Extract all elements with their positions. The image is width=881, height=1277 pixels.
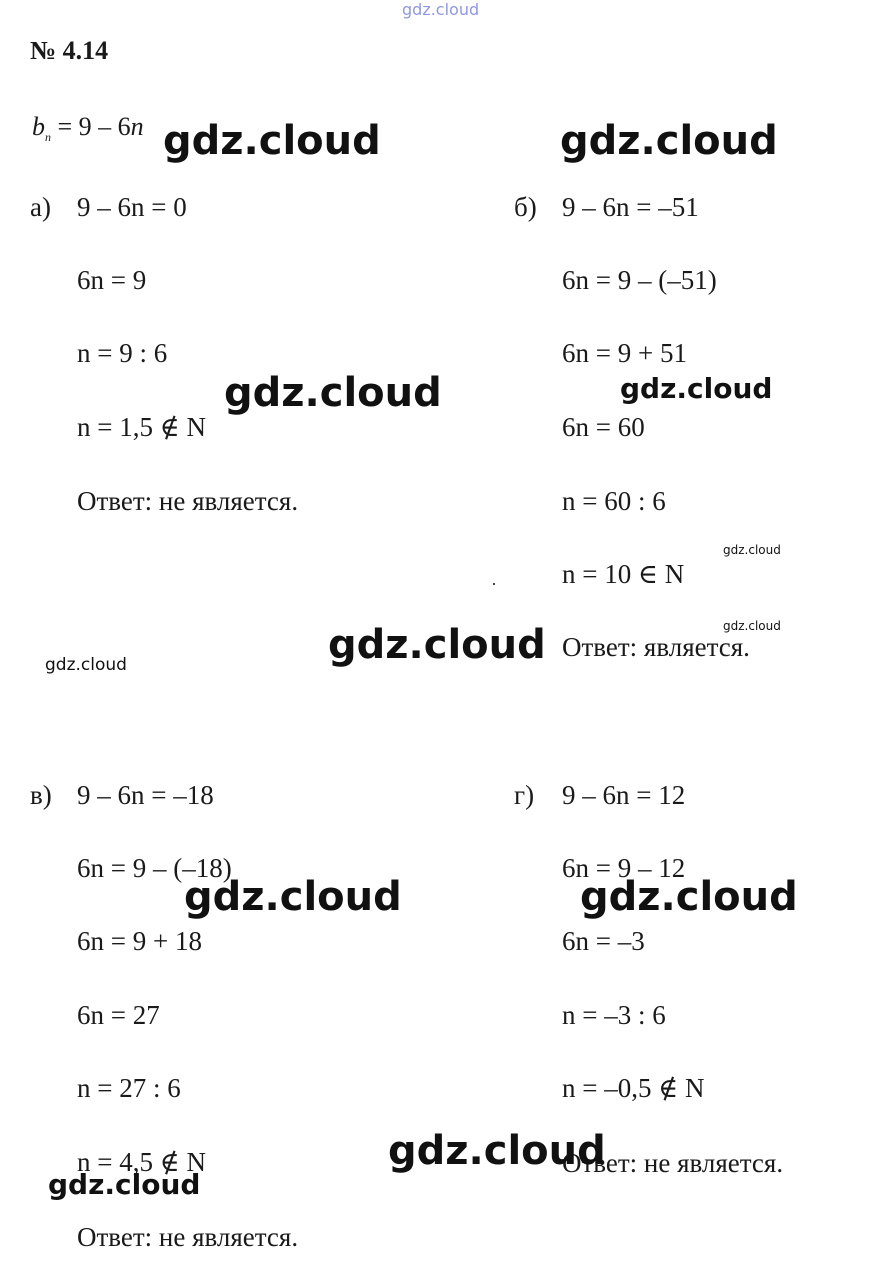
part-b-line-1: 9 – 6n = –51	[562, 192, 699, 222]
part-g-line-2: 6n = 9 – 12	[562, 853, 686, 883]
part-v-line-2: 6n = 9 – (–18)	[77, 853, 232, 883]
part-g-label: г)	[514, 780, 535, 810]
sequence-formula: $b_n = 9 - 6n$	[32, 112, 144, 145]
watermark: gdz.cloud	[388, 1128, 606, 1174]
part-a-line-2: 6n = 9	[77, 265, 147, 295]
watermark: gdz.cloud	[328, 622, 546, 668]
part-b-line-4: 6n = 60	[562, 412, 645, 442]
watermark: gdz.cloud	[45, 655, 127, 675]
part-a-line-3: n = 9 : 6	[77, 338, 168, 368]
part-g-answer: Ответ: не является.	[562, 1148, 784, 1178]
part-a-label: а)	[30, 192, 51, 222]
part-v-line-1: 9 – 6n = –18	[77, 780, 214, 810]
part-b-line-6: n = 10 ∈ N	[562, 559, 685, 589]
watermark: gdz.cloud	[184, 874, 402, 920]
part-v-line-3: 6n = 9 + 18	[77, 926, 202, 956]
part-a-answer: Ответ: не является.	[77, 486, 299, 516]
part-b-line-3: 6n = 9 + 51	[562, 338, 687, 368]
watermark: gdz.cloud	[620, 372, 773, 405]
part-b-label: б)	[514, 192, 537, 222]
part-v-line-5: n = 27 : 6	[77, 1073, 181, 1103]
part-g-line-5: n = –0,5 ∉ N	[562, 1073, 705, 1103]
watermark: gdz.cloud	[723, 543, 781, 557]
part-v-answer: Ответ: не является.	[77, 1222, 299, 1252]
part-v-line-4: 6n = 27	[77, 1000, 160, 1030]
problem-number: № 4.14	[30, 36, 109, 65]
watermark: gdz.cloud	[48, 1168, 201, 1201]
watermark: gdz.cloud	[723, 619, 781, 633]
part-g-line-3: 6n = –3	[562, 926, 645, 956]
watermark: gdz.cloud	[163, 118, 381, 164]
part-g-line-4: n = –3 : 6	[562, 1000, 666, 1030]
part-b-line-5: n = 60 : 6	[562, 486, 666, 516]
watermark: gdz.cloud	[580, 874, 798, 920]
part-a-line-4: n = 1,5 ∉ N	[77, 412, 206, 442]
part-b-line-2: 6n = 9 – (–51)	[562, 265, 717, 295]
watermark: gdz.cloud	[560, 118, 778, 164]
watermark: gdz.cloud	[224, 370, 442, 416]
part-g-line-1: 9 – 6n = 12	[562, 780, 686, 810]
part-b-answer: Ответ: является.	[562, 632, 750, 662]
stray-dot	[493, 583, 495, 585]
part-v-line-6: n = 4,5 ∉ N	[77, 1147, 206, 1177]
site-watermark-top: gdz.cloud	[402, 0, 480, 19]
part-v-label: в)	[30, 780, 52, 810]
part-a-line-1: 9 – 6n = 0	[77, 192, 187, 222]
